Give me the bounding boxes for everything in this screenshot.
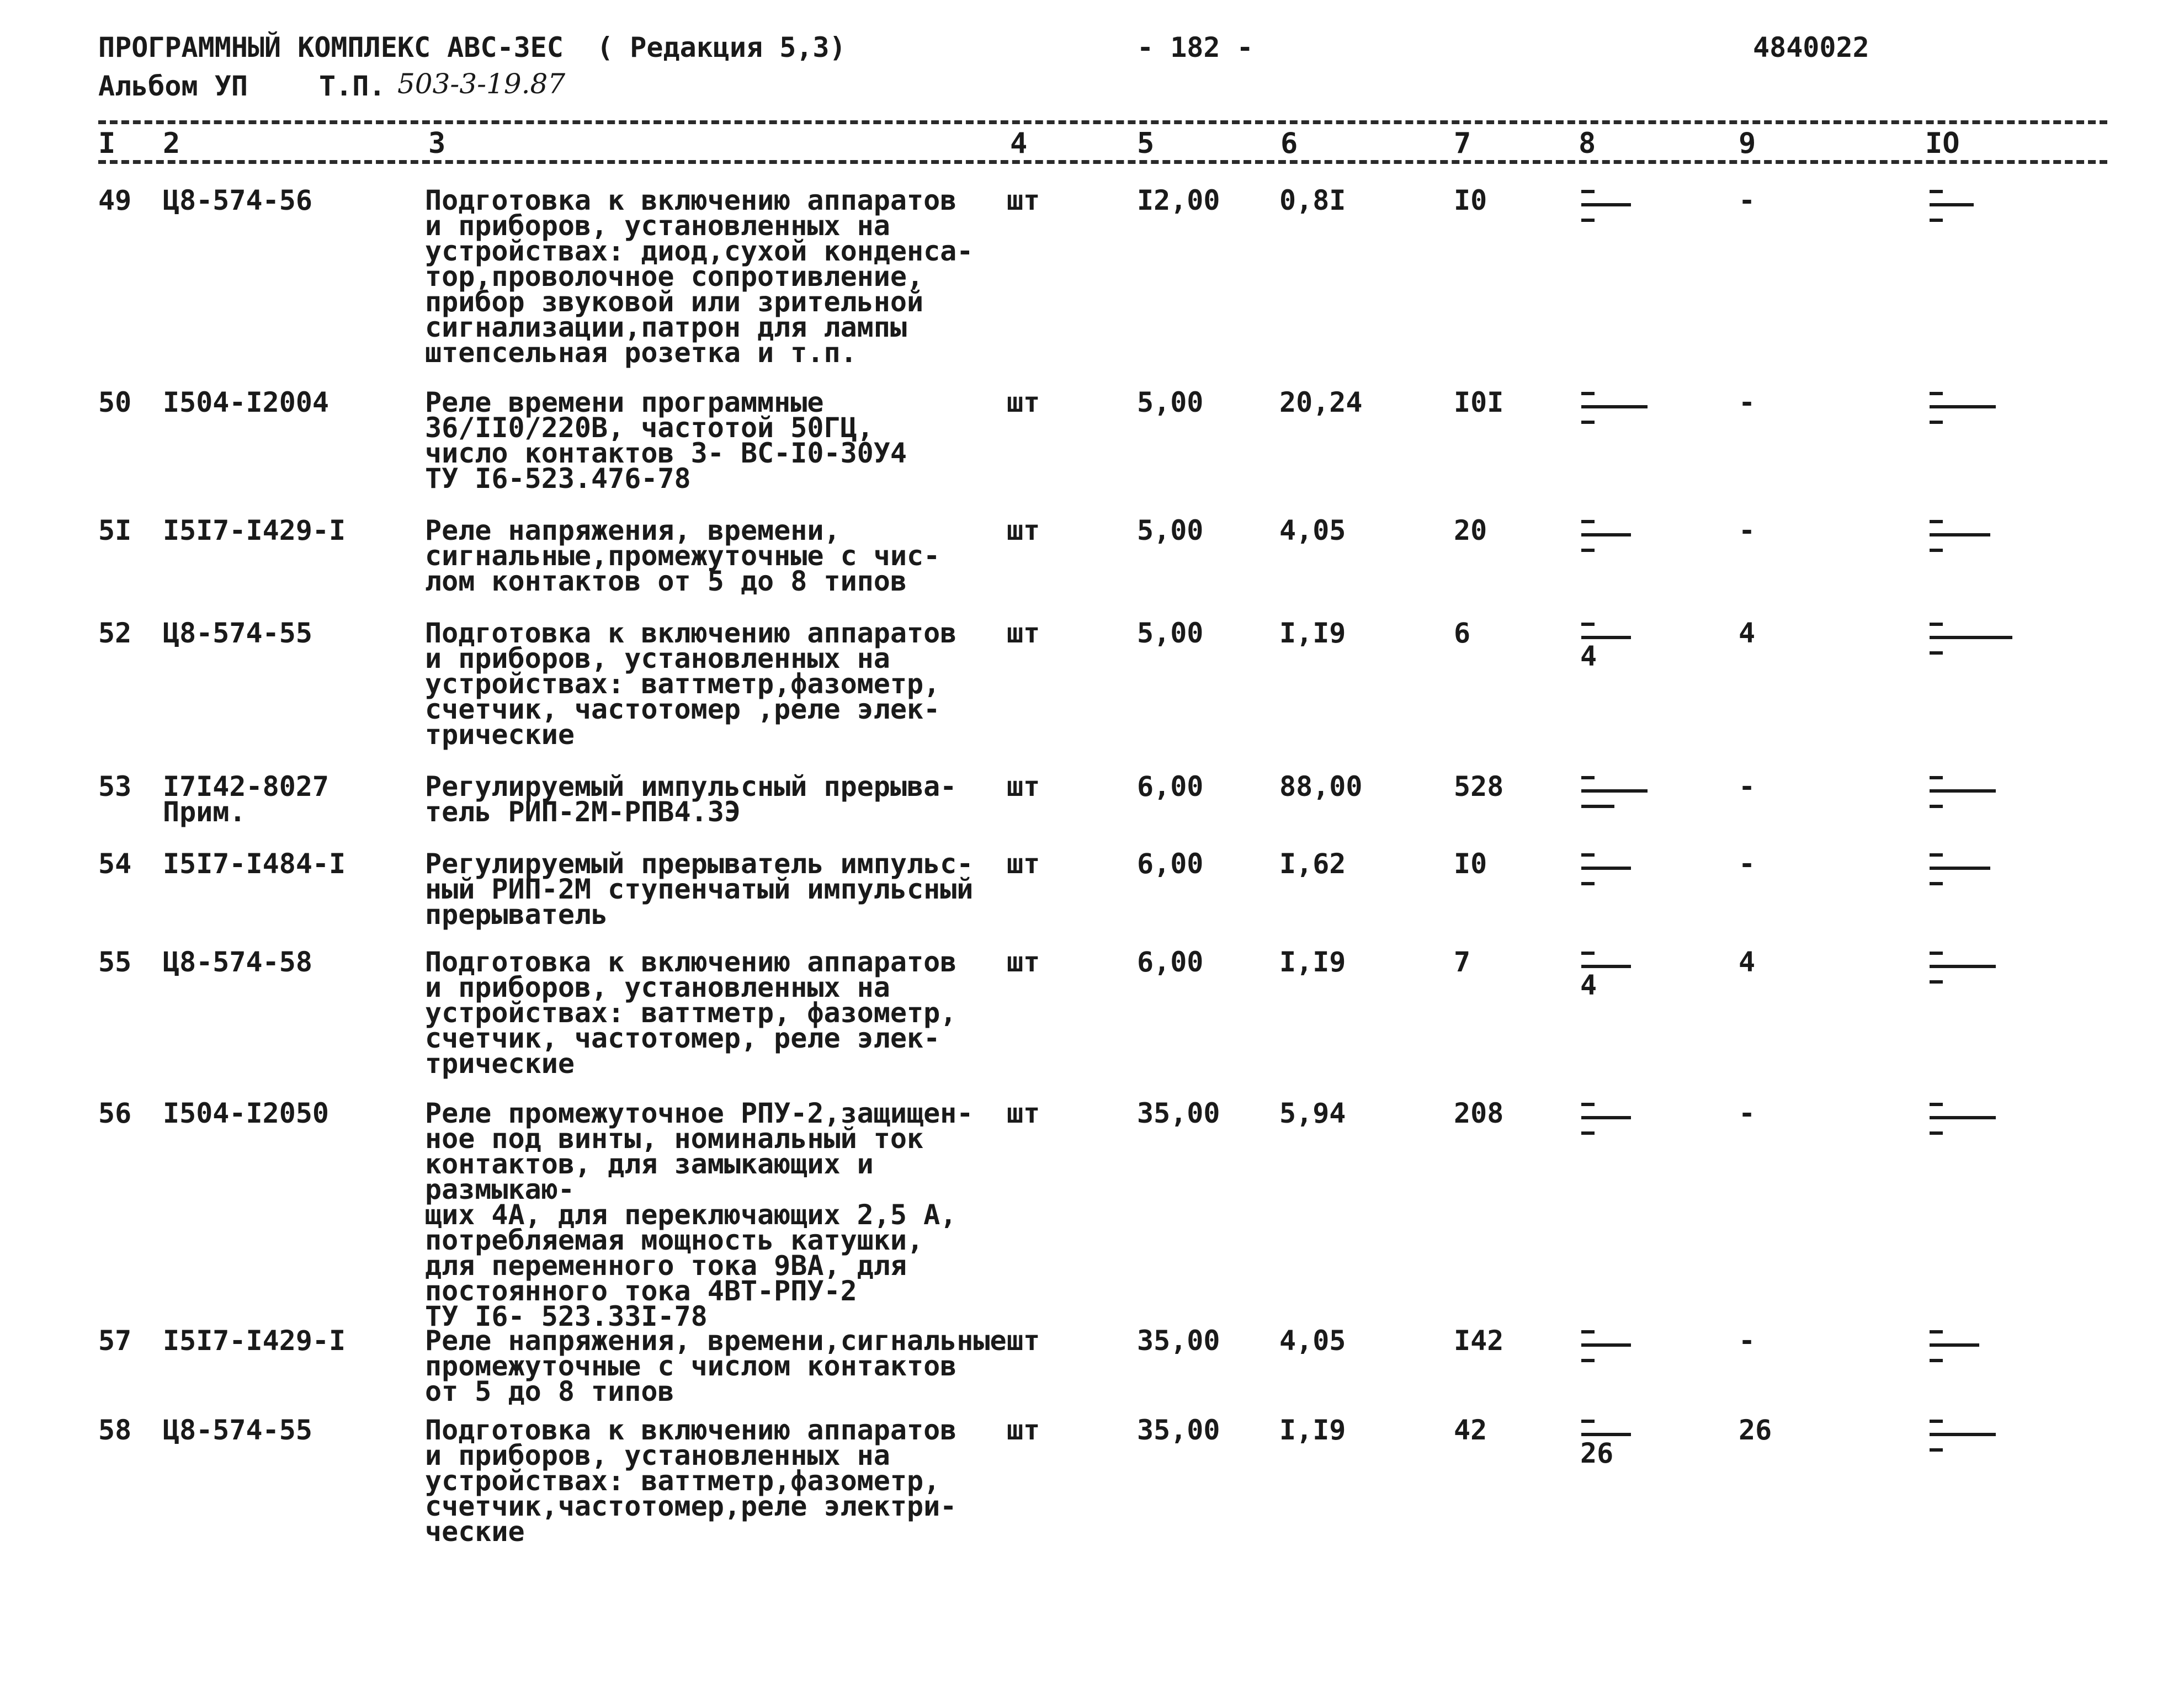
row-number: 52: [98, 617, 132, 649]
quantity: 6,00: [1137, 848, 1204, 880]
col9-value: -: [1739, 1097, 1756, 1129]
fraction-mark-col8: 4: [1577, 620, 1654, 681]
item-description: Реле напряжения, времени, сигнальные,промежуточные с чис- лом контактов от 5 до 8 типов: [425, 514, 940, 597]
fraction-mark-col8: [1577, 518, 1654, 578]
item-code: I5I7-I484-I: [163, 848, 346, 880]
fraction-mark-col8: [1577, 1101, 1654, 1161]
header-rule-top: [98, 120, 2107, 124]
tp-label: Т.П.: [319, 70, 386, 102]
quantity: 35,00: [1137, 1325, 1220, 1357]
item-description: Подготовка к включению аппаратов и приборов, установленных на устройствах: ваттметр,фазометр, счетчик, частотомер ,реле элек- трические: [425, 617, 957, 751]
fraction-mark-col10: [1925, 774, 2002, 835]
fraction-mark-col10: [1925, 1417, 2002, 1478]
col9-value: -: [1739, 386, 1756, 418]
item-code: Ц8-574-56: [163, 184, 312, 216]
column-number: I: [98, 127, 116, 160]
item-description: Реле времени программные 36/II0/220В, частотой 50ГЦ, число контактов 3- ВС-I0-30У4 ТУ I6-523.476-78: [425, 386, 907, 495]
row-number: 56: [98, 1097, 132, 1129]
unit: шт: [1007, 184, 1040, 216]
quantity: I2,00: [1137, 184, 1220, 216]
quantity: 35,00: [1137, 1097, 1220, 1129]
column-number: 8: [1579, 127, 1596, 160]
column-number: 7: [1454, 127, 1471, 160]
col9-value: -: [1739, 514, 1756, 546]
norm-value: 0,8I: [1279, 184, 1346, 216]
fraction-mark-col8: [1577, 390, 1654, 450]
album-label: Альбом УП: [98, 70, 248, 102]
unit: шт: [1007, 617, 1040, 649]
unit: шт: [1007, 848, 1040, 880]
quantity: 35,00: [1137, 1414, 1220, 1446]
item-code: I5I7-I429-I: [163, 1325, 346, 1357]
row-number: 58: [98, 1414, 132, 1446]
row-number: 53: [98, 771, 132, 803]
fraction-mark-col8: [1577, 851, 1654, 912]
column-number: 9: [1739, 127, 1756, 160]
norm-value: 4,05: [1279, 1325, 1346, 1357]
unit: шт: [1007, 1325, 1040, 1357]
column-number: 4: [1010, 127, 1028, 160]
item-code: Ц8-574-55: [163, 617, 312, 649]
fraction-mark-col8: [1577, 774, 1654, 835]
unit: шт: [1007, 514, 1040, 546]
unit: шт: [1007, 1414, 1040, 1446]
item-code: I7I42-8027 Прим.: [163, 771, 330, 828]
item-code: Ц8-574-58: [163, 946, 312, 978]
quantity: 5,00: [1137, 386, 1204, 418]
document-code: 4840022: [1753, 31, 1869, 63]
fraction-mark-col10: [1925, 188, 2002, 248]
fraction-mark-col10: [1925, 518, 2002, 578]
total-value: 528: [1454, 771, 1504, 803]
total-value: I0: [1454, 184, 1487, 216]
row-number: 50: [98, 386, 132, 418]
fraction-mark-col8: 26: [1577, 1417, 1654, 1478]
norm-value: I,62: [1279, 848, 1346, 880]
item-description: Подготовка к включению аппаратов и приборов, установленных на устройствах: ваттметр, фазометр, счетчик, частотомер, реле элек- трические: [425, 946, 957, 1080]
tp-number-handwritten: 503-3-19.87: [397, 68, 566, 100]
item-code: I504-I2050: [163, 1097, 330, 1129]
col9-value: 26: [1739, 1414, 1772, 1446]
norm-value: 20,24: [1279, 386, 1363, 418]
item-description: Регулируемый импульсный прерыва- тель РИП-2М-РПВ4.3Э: [425, 771, 957, 828]
norm-value: 4,05: [1279, 514, 1346, 546]
item-description: Регулируемый прерыватель импульс- ный РИП-2М ступенчатый импульсный прерыватель: [425, 848, 974, 931]
row-number: 5I: [98, 514, 132, 546]
item-code: I5I7-I429-I: [163, 514, 346, 546]
col9-value: -: [1739, 771, 1756, 803]
total-value: I42: [1454, 1325, 1504, 1357]
column-number: 6: [1280, 127, 1298, 160]
column-number: 3: [428, 127, 446, 160]
row-number: 49: [98, 184, 132, 216]
fraction-mark-col8: 4: [1577, 949, 1654, 1010]
fraction-mark-col8: [1577, 188, 1654, 248]
col9-value: 4: [1739, 617, 1756, 649]
col9-value: -: [1739, 848, 1756, 880]
unit: шт: [1007, 386, 1040, 418]
total-value: 20: [1454, 514, 1487, 546]
item-description: Реле промежуточное РПУ-2,защищен- ное под винты, номинальный ток контактов, для замыкающих и размыкаю- щих 4А, для переключающих 2,5 А, потребляемая мощность катушки, для переменного тока 9ВА, для постоянного тока 4ВТ-РПУ-2 ТУ I6- 523.33I-78: [425, 1097, 974, 1332]
item-code: Ц8-574-55: [163, 1414, 312, 1446]
total-value: I0: [1454, 848, 1487, 880]
norm-value: 5,94: [1279, 1097, 1346, 1129]
total-value: 42: [1454, 1414, 1487, 1446]
quantity: 6,00: [1137, 946, 1204, 978]
norm-value: I,I9: [1279, 617, 1346, 649]
col9-value: -: [1739, 184, 1756, 216]
unit: шт: [1007, 1097, 1040, 1129]
item-description: Подготовка к включению аппаратов и приборов, установленных на устройствах: ваттметр,фазометр, счетчик,частотомер,реле электри- ческие: [425, 1414, 957, 1548]
header-rule-bottom: [98, 160, 2107, 164]
col9-value: 4: [1739, 946, 1756, 978]
item-description: Подготовка к включению аппаратов и приборов, установленных на устройствах: диод,сухой конденса- тор,проволочное сопротивление, прибор звуковой или зрительной сигнализации,патрон для лампы штепсельная розетка и т.п.: [425, 184, 974, 369]
quantity: 5,00: [1137, 514, 1204, 546]
item-description: Реле напряжения, времени,сигнальные промежуточные с числом контактов от 5 до 8 типов: [425, 1325, 1007, 1407]
fraction-mark-col10: [1925, 1101, 2002, 1161]
total-value: 7: [1454, 946, 1471, 978]
fraction-mark-col10: [1925, 1328, 2002, 1389]
row-number: 54: [98, 848, 132, 880]
page-number: - 182 -: [1137, 31, 1253, 63]
fraction-mark-col10: [1925, 949, 2002, 1010]
fraction-mark-col8: [1577, 1328, 1654, 1389]
norm-value: I,I9: [1279, 1414, 1346, 1446]
total-value: I0I: [1454, 386, 1504, 418]
row-number: 55: [98, 946, 132, 978]
quantity: 6,00: [1137, 771, 1204, 803]
item-code: I504-I2004: [163, 386, 330, 418]
unit: шт: [1007, 771, 1040, 803]
unit: шт: [1007, 946, 1040, 978]
fraction-mark-col10: [1925, 620, 2002, 681]
norm-value: 88,00: [1279, 771, 1363, 803]
column-number: IO: [1925, 127, 1960, 160]
total-value: 6: [1454, 617, 1471, 649]
quantity: 5,00: [1137, 617, 1204, 649]
program-title: ПРОГРАММНЫЙ КОМПЛЕКС АВС-ЗЕС ( Редакция 5,3): [98, 31, 846, 63]
row-number: 57: [98, 1325, 132, 1357]
column-number: 2: [163, 127, 180, 160]
total-value: 208: [1454, 1097, 1504, 1129]
norm-value: I,I9: [1279, 946, 1346, 978]
col9-value: -: [1739, 1325, 1756, 1357]
fraction-mark-col10: [1925, 851, 2002, 912]
column-number: 5: [1137, 127, 1155, 160]
fraction-mark-col10: [1925, 390, 2002, 450]
